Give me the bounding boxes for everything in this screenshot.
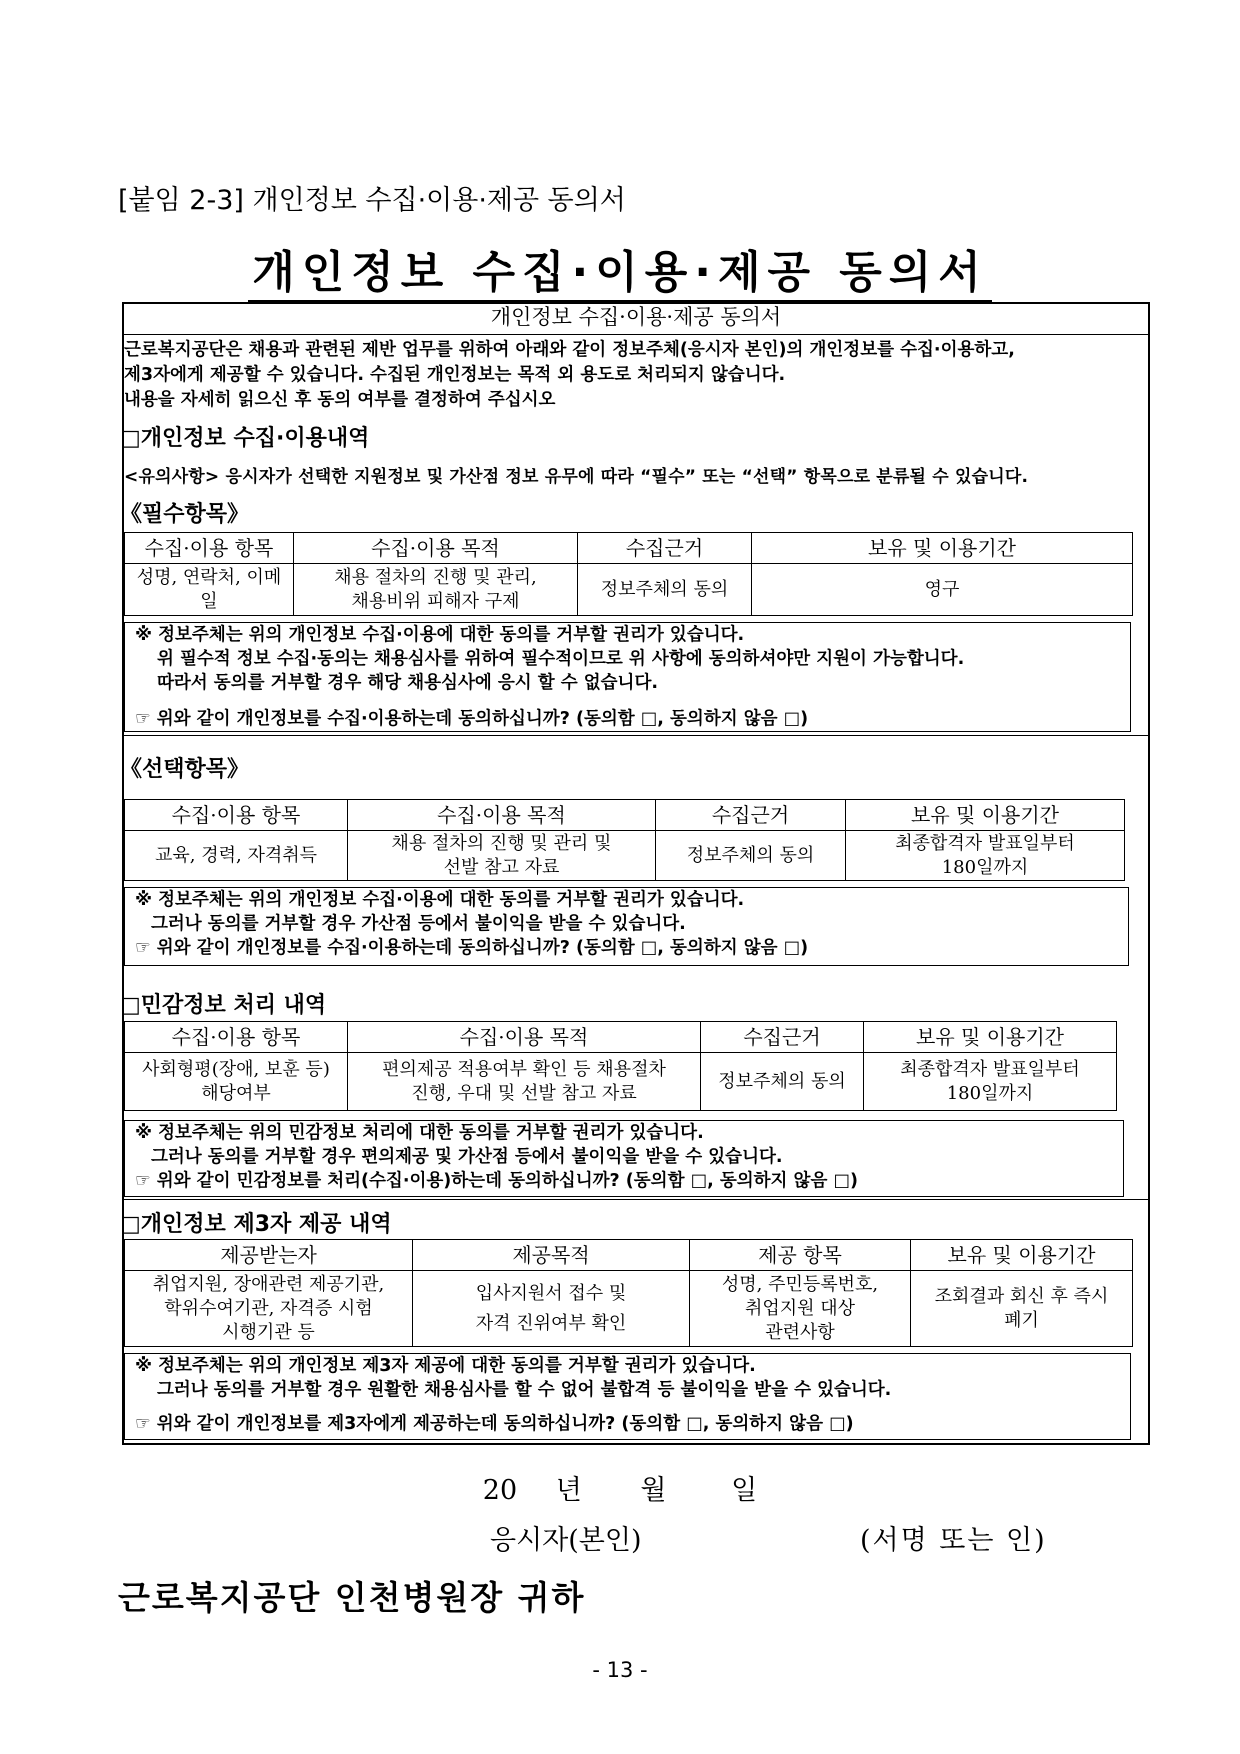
intro-line: 제3자에게 제공할 수 있습니다. 수집된 개인정보는 목적 외 용도로 처리되지 않습니다. [124, 365, 786, 385]
third-party-heading: □개인정보 제3자 제공 내역 [120, 1212, 392, 1237]
cell-line: 채용 절차의 진행 및 관리 및 [391, 832, 612, 854]
column-header: 수집·이용 항목 [125, 800, 348, 831]
column-header: 보유 및 이용기간 [864, 1022, 1117, 1053]
cell-line: 시행기관 등 [222, 1321, 315, 1343]
table-row [125, 1271, 1133, 1347]
cell-line: 진행, 우대 및 선발 참고 자료 [411, 1082, 637, 1104]
column-header: 수집근거 [701, 1022, 864, 1053]
optional-heading: 《선택항목》 [120, 757, 250, 782]
column-header: 수집·이용 목적 [294, 533, 578, 564]
column-header: 보유 및 이용기간 [846, 800, 1125, 831]
column-header: 제공받는자 [125, 1240, 413, 1271]
cell-line: 조회결과 회신 후 즉시 [934, 1285, 1109, 1307]
table-header-row [125, 800, 1125, 831]
recipient-cell [125, 1271, 413, 1347]
collection-heading: □개인정보 수집·이용내역 [120, 426, 370, 451]
purpose-cell [294, 564, 578, 616]
column-header: 보유 및 이용기간 [752, 533, 1133, 564]
cell-line: 성명, 주민등록번호, [721, 1273, 879, 1295]
cell-line: 최종합격자 발표일부터 [895, 832, 1075, 854]
consent-line: 따라서 동의를 거부할 경우 해당 채용심사에 응시 할 수 없습니다. [157, 673, 659, 693]
optional-consent-box [124, 887, 1129, 966]
section-divider [122, 1199, 1150, 1200]
optional-table [124, 799, 1125, 881]
table-row [125, 831, 1125, 881]
document-title-text: 개인정보 수집·이용·제공 동의서 [248, 247, 992, 303]
basis-cell: 정보주체의 동의 [656, 831, 846, 881]
intro-text [124, 338, 1148, 413]
consent-question[interactable]: ☞ 위와 같이 민감정보를 처리(수집·이용)하는데 동의하십니까? (동의함 □, 동의하지 않음 □) [135, 1171, 858, 1191]
period-cell [846, 831, 1125, 881]
table-header-row [125, 1022, 1117, 1053]
consent-line: ※ 정보주체는 위의 개인정보 제3자 제공에 대한 동의를 거부할 권리가 있습니다. [135, 1356, 756, 1376]
cell-line: 180일까지 [946, 1082, 1034, 1104]
column-header: 수집·이용 목적 [348, 1022, 701, 1053]
column-header: 제공목적 [413, 1240, 690, 1271]
consent-line: 그러나 동의를 거부할 경우 가산점 등에서 불이익을 받을 수 있습니다. [151, 914, 686, 934]
cell-line: 사회형평(장애, 보훈 등) [142, 1058, 330, 1080]
cell-line: 취업지원, 장애관련 제공기관, [152, 1273, 385, 1295]
cell-line: 입사지원서 접수 및 [475, 1282, 627, 1304]
date-line [0, 1468, 1240, 1507]
column-header: 보유 및 이용기간 [911, 1240, 1133, 1271]
sensitive-table [124, 1021, 1117, 1111]
cell-line: 관련사항 [765, 1321, 835, 1343]
cell-line: 학위수여기관, 자격증 시험 [164, 1297, 373, 1319]
item-cell: 교육, 경력, 자격취득 [125, 831, 348, 881]
consent-line: ※ 정보주체는 위의 개인정보 수집·이용에 대한 동의를 거부할 권리가 있습니다. [135, 625, 745, 645]
required-heading: 《필수항목》 [120, 502, 250, 527]
cell-line: 편의제공 적용여부 확인 등 채용절차 [382, 1058, 666, 1080]
consent-question[interactable]: ☞ 위와 같이 개인정보를 수집·이용하는데 동의하십니까? (동의함 □, 동의하지 않음 □) [135, 709, 809, 729]
consent-question[interactable]: ☞ 위와 같이 개인정보를 제3자에게 제공하는데 동의하십니까? (동의함 □, 동의하지 않음 □) [135, 1414, 854, 1434]
cell-line: 자격 진위여부 확인 [475, 1312, 627, 1334]
sensitive-consent-box [124, 1120, 1124, 1197]
applicant-label: 응시자(본인) [490, 1525, 642, 1556]
basis-cell: 정보주체의 동의 [701, 1053, 864, 1111]
cell-line: 취업지원 대상 [744, 1297, 856, 1319]
consent-line: 위 필수적 정보 수집·동의는 채용심사를 위하여 필수적이므로 위 사항에 동의하셔야만 지원이 가능합니다. [157, 649, 965, 669]
period-cell [864, 1053, 1117, 1111]
cell-line: 최종합격자 발표일부터 [900, 1058, 1080, 1080]
third-party-table [124, 1239, 1133, 1347]
section-divider [122, 735, 1150, 736]
consent-line: 그러나 동의를 거부할 경우 원활한 채용심사를 할 수 없어 불합격 등 불이익을 받을 수 있습니다. [157, 1380, 892, 1400]
consent-question[interactable]: ☞ 위와 같이 개인정보를 수집·이용하는데 동의하십니까? (동의함 □, 동의하지 않음 □) [135, 938, 809, 958]
purpose-cell [348, 1053, 701, 1111]
cell-line: 180일까지 [941, 856, 1029, 878]
cell-line: 채용비위 피해자 구제 [351, 590, 520, 612]
date-day-label: 일 [731, 1475, 758, 1506]
column-header: 수집·이용 목적 [348, 800, 656, 831]
item-cell [125, 1053, 348, 1111]
table-header-row [125, 1240, 1133, 1271]
intro-line: 근로복지공단은 채용과 관련된 제반 업무를 위하여 아래와 같이 정보주체(응시자 본인)의 개인정보를 수집·이용하고, [124, 340, 1015, 360]
period-cell [911, 1271, 1133, 1347]
table-header-row [125, 533, 1133, 564]
document-title [0, 236, 1240, 300]
third-party-consent-box [124, 1353, 1131, 1440]
date-year-label: 년 [555, 1475, 582, 1506]
page-number: - 13 - [592, 1658, 648, 1682]
table-row [125, 564, 1133, 616]
period-cell: 영구 [752, 564, 1133, 616]
consent-line: ※ 정보주체는 위의 개인정보 수집·이용에 대한 동의를 거부할 권리가 있습니다. [135, 890, 745, 910]
items-cell [690, 1271, 911, 1347]
cell-line: 선발 참고 자료 [443, 856, 560, 878]
intro-line: 내용을 자세히 읽으신 후 동의 여부를 결정하여 주십시오 [124, 390, 556, 410]
required-table [124, 532, 1133, 616]
column-header: 수집·이용 항목 [125, 1022, 348, 1053]
column-header: 수집근거 [656, 800, 846, 831]
purpose-cell [413, 1271, 690, 1347]
date-year: 20 [482, 1475, 518, 1506]
form-header: 개인정보 수집·이용·제공 동의서 [122, 302, 1150, 335]
recipient-line: 근로복지공단 인천병원장 귀하 [118, 1578, 586, 1617]
attachment-label: [붙임 2-3] 개인정보 수집·이용·제공 동의서 [118, 185, 626, 216]
cell-line: 해당여부 [201, 1082, 271, 1104]
sign-label[interactable]: (서명 또는 인) [860, 1525, 1047, 1556]
column-header: 수집·이용 항목 [125, 533, 294, 564]
column-header: 제공 항목 [690, 1240, 911, 1271]
basis-cell: 정보주체의 동의 [578, 564, 752, 616]
table-row [125, 1053, 1117, 1111]
column-header: 수집근거 [578, 533, 752, 564]
consent-line: 그러나 동의를 거부할 경우 편의제공 및 가산점 등에서 불이익을 받을 수 있습니다. [151, 1147, 783, 1167]
notice-text: <유의사항> 응시자가 선택한 지원정보 및 가산점 정보 유무에 따라 “필수” 또는 “선택” 항목으로 분류될 수 있습니다. [124, 467, 1029, 487]
consent-line: ※ 정보주체는 위의 민감정보 처리에 대한 동의를 거부할 권리가 있습니다. [135, 1123, 704, 1143]
required-consent-box [124, 622, 1131, 732]
cell-line: 폐기 [1004, 1309, 1039, 1331]
item-cell: 성명, 연락처, 이메일 [125, 564, 294, 616]
sensitive-heading: □민감정보 처리 내역 [120, 993, 327, 1018]
purpose-cell [348, 831, 656, 881]
cell-line: 채용 절차의 진행 및 관리, [334, 566, 537, 588]
date-month-label: 월 [640, 1475, 667, 1506]
